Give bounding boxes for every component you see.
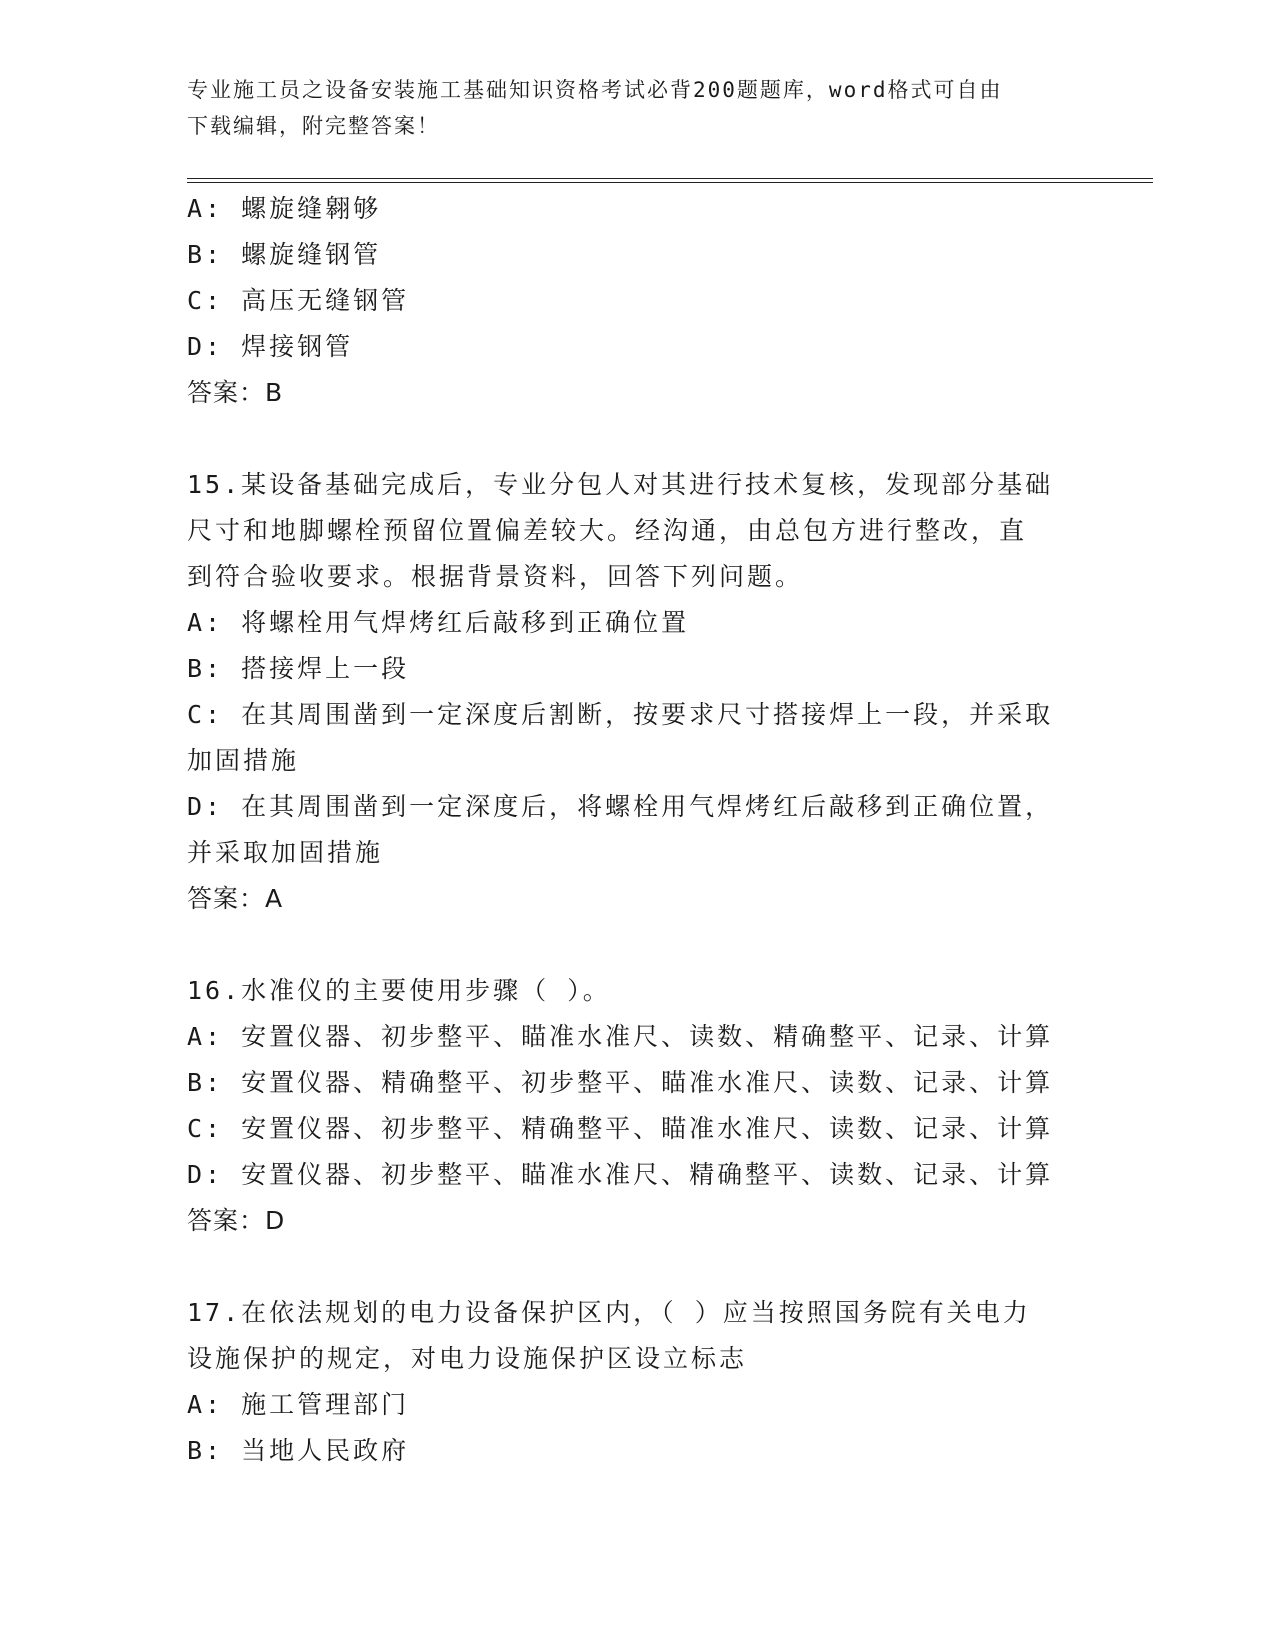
option-line: D: 在其周围凿到一定深度后，将螺栓用气焊烤红后敲移到正确位置， — [187, 792, 1054, 821]
option-line: A: 将螺栓用气焊烤红后敲移到正确位置 — [187, 608, 690, 637]
header-line-1: 专业施工员之设备安装施工基础知识资格考试必背200题题库，word格式可自由 — [187, 78, 1003, 102]
option-line: B: 螺旋缝钢管 — [187, 240, 382, 269]
option-line: C: 在其周围凿到一定深度后割断，按要求尺寸搭接焊上一段，并采取 — [187, 700, 1054, 729]
question-block-16 — [187, 968, 1087, 1244]
option-line: 加固措施 — [187, 746, 300, 775]
header-line-2: 下载编辑，附完整答案！ — [187, 114, 440, 138]
option-line: 并采取加固措施 — [187, 838, 384, 867]
question-stem-line: 尺寸和地脚螺栓预留位置偏差较大。经沟通，由总包方进行整改，直 — [187, 516, 1028, 545]
document-body — [187, 186, 1087, 1474]
header-divider — [187, 178, 1153, 183]
answer-line: 答案：A — [187, 884, 284, 913]
answer-line: 答案：B — [187, 378, 284, 407]
answer-line: 答案：D — [187, 1206, 286, 1235]
page-header — [187, 72, 1067, 144]
question-stem-line: 16.水准仪的主要使用步骤（ ）。 — [187, 976, 611, 1005]
option-line: A: 螺旋缝翱够 — [187, 194, 382, 223]
question-block-14 — [187, 186, 1087, 416]
question-stem-line: 设施保护的规定，对电力设施保护区设立标志 — [187, 1344, 748, 1373]
option-line: A: 安置仪器、初步整平、瞄准水准尺、读数、精确整平、记录、计算 — [187, 1022, 1054, 1051]
option-line: D: 安置仪器、初步整平、瞄准水准尺、精确整平、读数、记录、计算 — [187, 1160, 1054, 1189]
question-stem-line: 17.在依法规划的电力设备保护区内，（ ）应当按照国务院有关电力 — [187, 1298, 1031, 1327]
question-block-15 — [187, 462, 1087, 922]
option-line: B: 当地人民政府 — [187, 1436, 410, 1465]
option-line: C: 高压无缝钢管 — [187, 286, 410, 315]
question-stem-line: 15.某设备基础完成后，专业分包人对其进行技术复核，发现部分基础 — [187, 470, 1054, 499]
option-line: B: 搭接焊上一段 — [187, 654, 410, 683]
option-line: D: 焊接钢管 — [187, 332, 354, 361]
option-line: C: 安置仪器、初步整平、精确整平、瞄准水准尺、读数、记录、计算 — [187, 1114, 1054, 1143]
option-line: B: 安置仪器、精确整平、初步整平、瞄准水准尺、读数、记录、计算 — [187, 1068, 1054, 1097]
question-stem-line: 到符合验收要求。根据背景资料，回答下列问题。 — [187, 562, 804, 591]
option-line: A: 施工管理部门 — [187, 1390, 410, 1419]
question-block-17 — [187, 1290, 1087, 1474]
